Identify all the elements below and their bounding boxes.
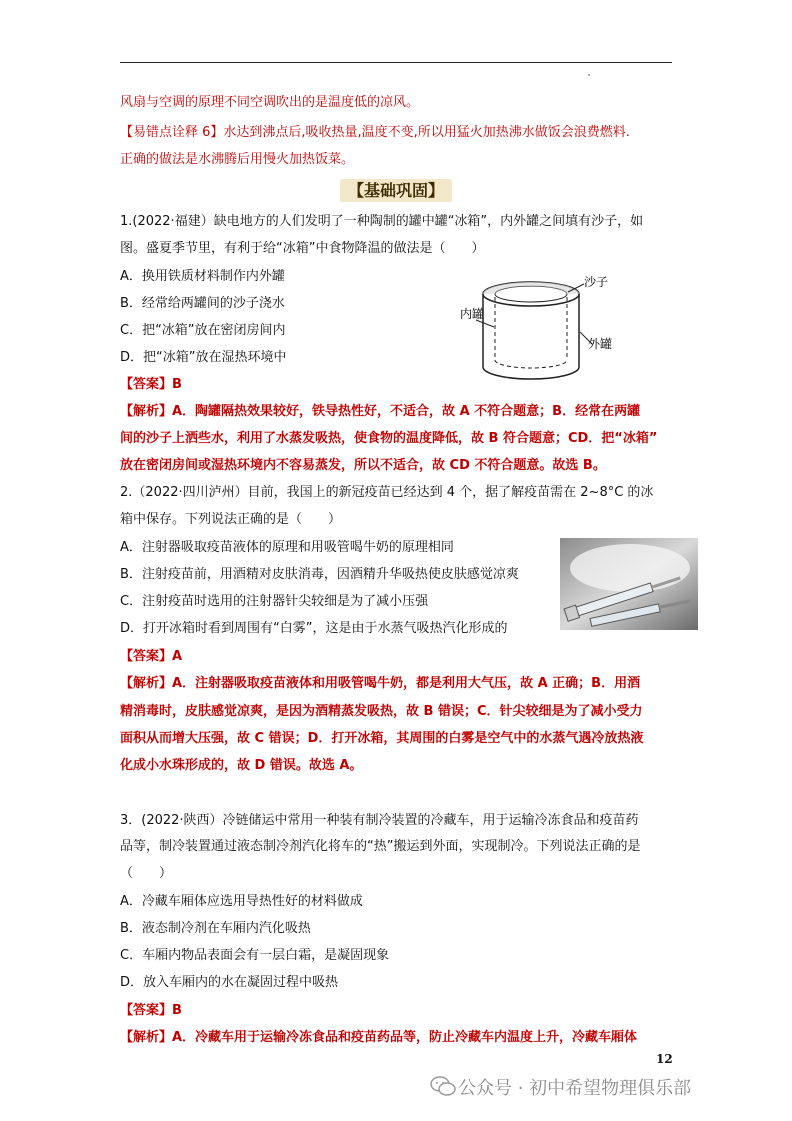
question-3-cont: 品等，制冷装置通过液态制冷剂汽化将车的“热”搬运到外面，实现制冷。下列说法正确的是 [120,839,641,854]
clay-pot-figure [456,272,626,392]
page-number: 12 [656,1052,673,1066]
option-b: B．液态制冷剂在车厢内汽化吸热 [120,921,311,936]
syringe-photo [560,538,698,630]
option-a: A．换用铁质材料制作内外罐 [120,269,285,284]
explanation: 间的沙子上洒些水，利用了水蒸发吸热，使食物的温度降低，故 B 符合题意；CD．把“冰箱” [120,431,658,446]
option-c: C．把“冰箱”放在密闭房间内 [120,323,286,338]
text-line: 正确的做法是水沸腾后用慢火加热饭菜。 [120,152,355,167]
answer: 【答案】B [120,377,182,392]
explanation: 精消毒时，皮肤感觉凉爽，是因为酒精蒸发吸热，故 B 错误；C．针尖较细是为了减小受力 [120,704,643,719]
header-rule [120,62,672,63]
question-2-cont: 箱中保存。下列说法正确的是（ ） [120,512,342,527]
text-line: 【易错点诠释 6】水达到沸点后,吸收热量,温度不变,所以用猛火加热沸水做饭会浪费燃料. [120,125,630,140]
question-1: 1.(2022·福建）缺电地方的人们发明了一种陶制的罐中罐“冰箱”，内外罐之间填有沙子，如 [120,214,644,229]
label-inner: 内罐 [460,307,485,321]
wechat-icon [430,1076,456,1096]
explanation: 面积从而增大压强，故 C 错误；D．打开冰箱，其周围的白雾是空气中的水蒸气遇冷放热液 [120,731,644,746]
question-3: 3．(2022·陕西）冷链储运中常用一种装有制冷装置的冷藏车，用于运输冷冻食品和疫苗药 [120,813,639,828]
option-c: C．车厢内物品表面会有一层白霜，是凝固现象 [120,948,390,963]
option-b: B．经常给两罐间的沙子浇水 [120,296,285,311]
text-line: 风扇与空调的原理不同空调吹出的是温度低的凉风。 [120,95,420,110]
label-outer: 外罐 [588,337,613,351]
option-b: B．注射疫苗前，用酒精对皮肤消毒，因酒精升华吸热使皮肤感觉凉爽 [120,567,519,582]
option-d: D．放入车厢内的水在凝固过程中吸热 [120,975,339,990]
header-dot [588,74,590,76]
option-c: C．注射疫苗时选用的注射器针尖较细是为了减小压强 [120,594,429,609]
section-title: 【基础巩固】 [340,179,452,202]
answer: 【答案】A [120,649,183,664]
question-1-cont: 图。盛夏季节里，有利于给“冰箱”中食物降温的做法是（ ） [120,241,485,256]
section-heading [0,178,792,201]
option-a: A．冷藏车厢体应选用导热性好的材料做成 [120,894,363,909]
explanation: 【解析】A．陶罐隔热效果较好，铁导热性好，不适合，故 A 不符合题意；B．经常在两罐 [120,404,641,419]
label-sand: 沙子 [584,275,609,289]
question-3-cont: （ ） [120,866,173,881]
option-d: D．打开冰箱时看到周围有“白雾”，这是由于水蒸气吸热汽化形成的 [120,621,508,636]
explanation: 化成小水珠形成的，故 D 错误。故选 A。 [120,758,363,773]
explanation: 放在密闭房间或湿热环境内不容易蒸发，所以不适合，故 CD 不符合题意。故选 B。 [120,458,606,473]
watermark: 公众号 · 初中希望物理俱乐部 [458,1078,692,1099]
explanation: 【解析】A．冷藏车用于运输冷冻食品和疫苗药品等，防止冷藏车内温度上升，冷藏车厢体 [120,1030,638,1045]
answer: 【答案】B [120,1003,182,1018]
question-2: 2.（2022·四川泸州）目前，我国上的新冠疫苗已经达到 4 个，据了解疫苗需在 2~8°C 的冰 [120,485,654,500]
option-a: A．注射器吸取疫苗液体的原理和用吸管喝牛奶的原理相同 [120,540,454,555]
option-d: D．把“冰箱”放在湿热环境中 [120,350,287,365]
explanation: 【解析】A．注射器吸取疫苗液体和用吸管喝牛奶，都是利用大气压，故 A 正确；B．用酒 [120,676,641,691]
